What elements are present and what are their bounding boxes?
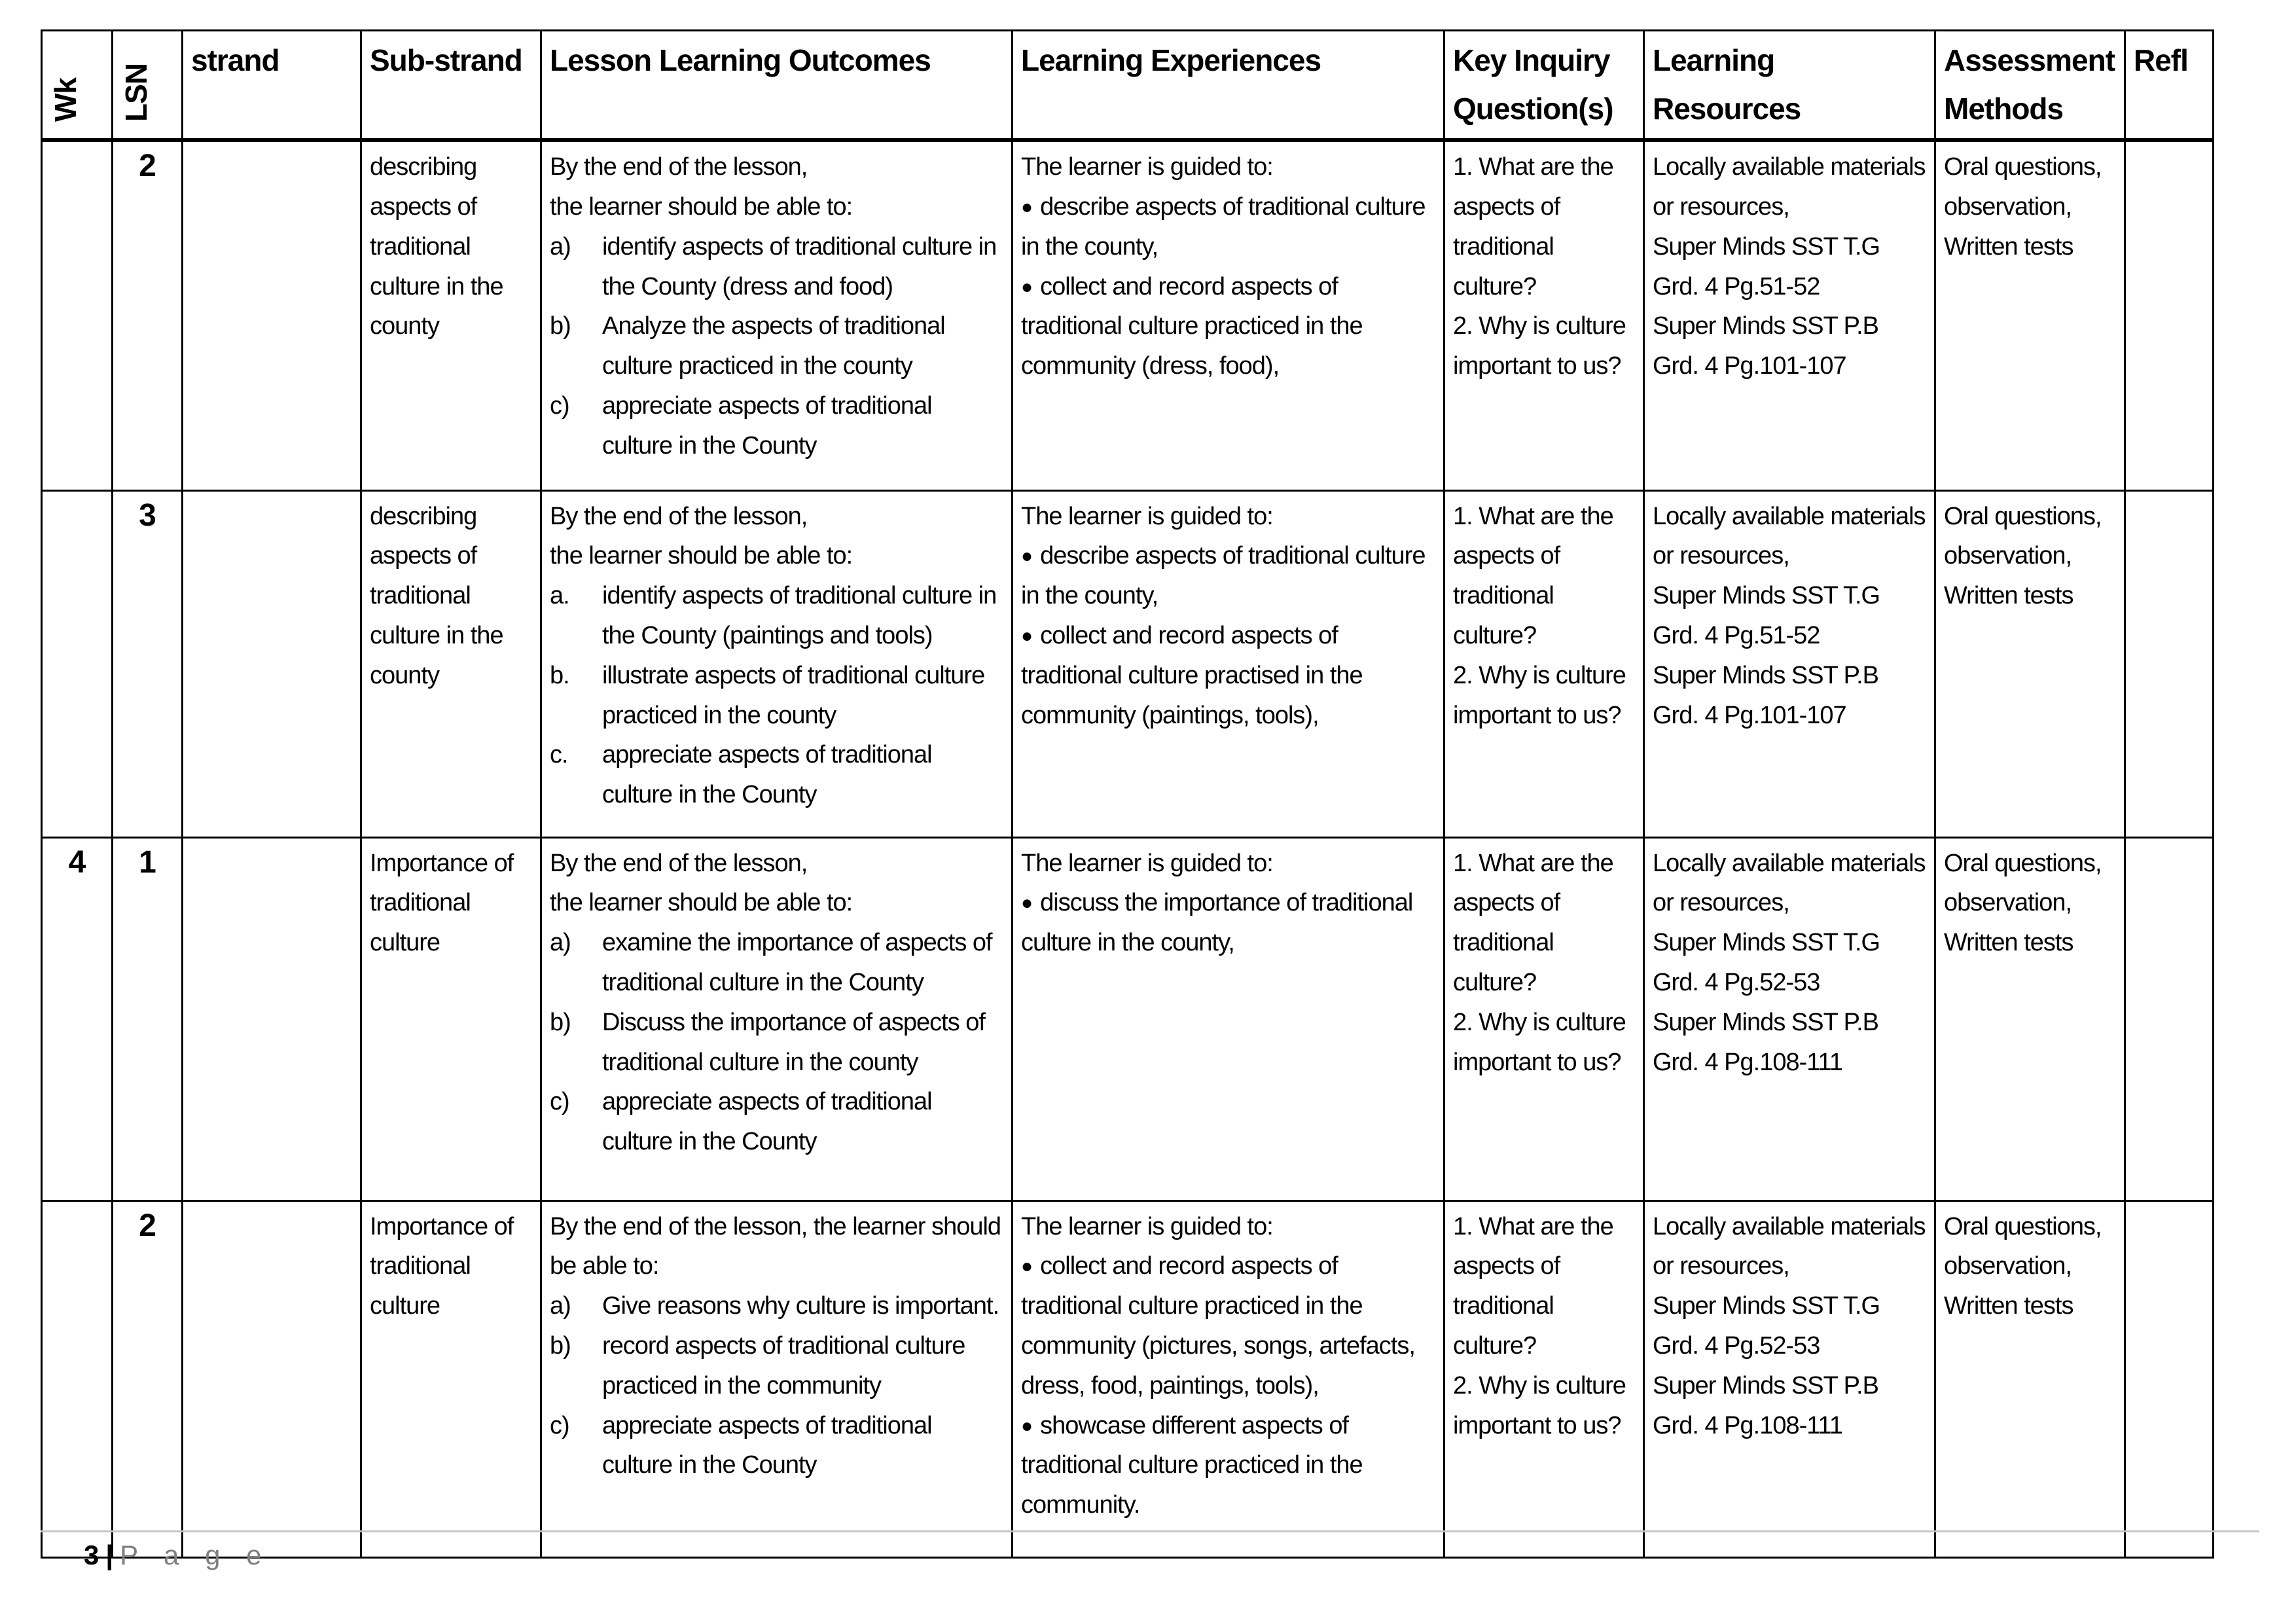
lsn-number: 1 (139, 844, 156, 880)
experiences-intro: The learner is guided to: (1021, 1212, 1273, 1240)
header-key-inquiry: Key Inquiry Question(s) (1444, 31, 1644, 141)
table-row (42, 837, 2214, 1200)
sub-strand-text: describing aspects of traditional culture in the county (370, 502, 503, 689)
cell-sub-strand (361, 490, 541, 837)
header-lsn (113, 31, 183, 141)
cell-wk (42, 140, 113, 490)
cell-resources (1644, 1200, 1935, 1557)
cell-lsn (113, 490, 183, 837)
cell-sub-strand (361, 140, 541, 490)
outcomes-intro: By the end of the lesson, the learner should be able to: (550, 849, 853, 917)
cell-experiences (1013, 140, 1444, 490)
cell-experiences (1013, 837, 1444, 1200)
resource-item: Super Minds SST T.G Grd. 4 Pg.51-52 (1653, 582, 1880, 650)
outcome-item: b) Discuss the importance of aspects of traditional culture in the county (550, 1008, 985, 1076)
resource-item: Super Minds SST T.G Grd. 4 Pg.52-53 (1653, 1292, 1880, 1360)
resource-item: Super Minds SST T.G Grd. 4 Pg.52-53 (1653, 929, 1880, 997)
page-number: 3 (84, 1540, 99, 1570)
footer-divider (41, 1530, 2259, 1532)
header-strand: strand (183, 31, 361, 141)
cell-outcomes (541, 490, 1013, 837)
cell-assessment (1935, 837, 2125, 1200)
inquiry-question: 2. Why is culture important to us? (1453, 661, 1626, 729)
experience-item: ● describe aspects of traditional culture in the county, (1021, 542, 1426, 610)
cell-key-inquiry (1444, 140, 1644, 490)
bullet-icon: ● (1021, 892, 1033, 914)
cell-key-inquiry (1444, 1200, 1644, 1557)
header-experiences: Learning Experiences (1013, 31, 1444, 141)
resource-item: Super Minds SST T.G Grd. 4 Pg.51-52 (1653, 232, 1880, 300)
outcomes-intro: By the end of the lesson, the learner should be able to: (550, 1212, 1001, 1280)
outcome-item: c) appreciate aspects of traditional culture in the County (550, 391, 932, 460)
cell-refl (2125, 490, 2214, 837)
inquiry-question: 1. What are the aspects of traditional culture? (1453, 849, 1613, 997)
outcome-item: a) Give reasons why culture is important. (550, 1292, 999, 1320)
outcome-item: b) record aspects of traditional culture practiced in the community (550, 1332, 965, 1399)
resource-item: Super Minds SST P.B Grd. 4 Pg.101-107 (1653, 661, 1879, 729)
outcome-item: c) appreciate aspects of traditional culture in the County (550, 1411, 932, 1479)
cell-resources (1644, 140, 1935, 490)
cell-assessment (1935, 490, 2125, 837)
cell-strand (183, 490, 361, 837)
experiences-intro: The learner is guided to: (1021, 502, 1273, 530)
header-assessment: Assessment Methods (1935, 31, 2125, 141)
cell-lsn (113, 140, 183, 490)
inquiry-question: 2. Why is culture important to us? (1453, 1371, 1626, 1439)
header-sub-strand: Sub-strand (361, 31, 541, 141)
footer-page-label: P a g e (120, 1540, 271, 1570)
experience-item: ● collect and record aspects of traditional culture practiced in the community (pictures, songs, artefacts, dress, food, paintings, tools), (1021, 1252, 1415, 1399)
cell-refl (2125, 837, 2214, 1200)
cell-lsn (113, 837, 183, 1200)
header-lsn-label: LSN (119, 63, 153, 122)
cell-assessment (1935, 140, 2125, 490)
resource-item: Super Minds SST P.B Grd. 4 Pg.101-107 (1653, 312, 1879, 380)
cell-key-inquiry (1444, 837, 1644, 1200)
lsn-number: 2 (139, 1208, 156, 1243)
header-row (42, 31, 2214, 141)
cell-wk (42, 1200, 113, 1557)
experiences-intro: The learner is guided to: (1021, 153, 1273, 181)
cell-sub-strand (361, 837, 541, 1200)
cell-outcomes (541, 1200, 1013, 1557)
experience-item: ● collect and record aspects of traditional culture practiced in the community (dress, food), (1021, 272, 1363, 380)
experience-item: ● collect and record aspects of traditional culture practised in the community (paintings, tools), (1021, 622, 1363, 729)
resource-item: Locally available materials or resources, (1653, 1212, 1926, 1280)
cell-wk (42, 837, 113, 1200)
cell-strand (183, 140, 361, 490)
sub-strand-text: Importance of traditional culture (370, 1212, 514, 1320)
outcome-item: c. appreciate aspects of traditional culture in the County (550, 741, 932, 809)
cell-refl (2125, 140, 2214, 490)
cell-sub-strand (361, 1200, 541, 1557)
resource-item: Locally available materials or resources, (1653, 153, 1926, 221)
sub-strand-text: describing aspects of traditional culture in the county (370, 153, 503, 340)
resource-item: Locally available materials or resources, (1653, 502, 1926, 570)
sub-strand-text: Importance of traditional culture (370, 849, 514, 957)
cell-outcomes (541, 837, 1013, 1200)
page-footer (84, 1540, 270, 1571)
outcome-item: a. identify aspects of traditional culture in the County (paintings and tools) (550, 582, 997, 650)
bullet-icon: ● (1021, 276, 1033, 298)
cell-resources (1644, 837, 1935, 1200)
outcome-item: a) identify aspects of traditional culture in the County (dress and food) (550, 232, 997, 300)
cell-refl (2125, 1200, 2214, 1557)
cell-experiences (1013, 490, 1444, 837)
experience-item: ● discuss the importance of traditional culture in the county, (1021, 889, 1413, 957)
bullet-icon: ● (1021, 625, 1033, 647)
lsn-number: 3 (139, 497, 156, 533)
assessment-text: Oral questions, observation, Written tests (1944, 502, 2102, 610)
experience-item: ● showcase different aspects of traditional culture practiced in the community. (1021, 1411, 1363, 1519)
inquiry-question: 1. What are the aspects of traditional culture? (1453, 502, 1613, 650)
assessment-text: Oral questions, observation, Written tests (1944, 1212, 2102, 1320)
resource-item: Locally available materials or resources, (1653, 849, 1926, 917)
cell-resources (1644, 490, 1935, 837)
experiences-intro: The learner is guided to: (1021, 849, 1273, 877)
table-row (42, 1200, 2214, 1557)
cell-wk (42, 490, 113, 837)
lsn-number: 2 (139, 149, 156, 184)
bullet-icon: ● (1021, 196, 1033, 218)
header-resources: Learning Resources (1644, 31, 1935, 141)
bullet-icon: ● (1021, 1415, 1033, 1437)
outcome-item: a) examine the importance of aspects of traditional culture in the County (550, 929, 992, 997)
inquiry-question: 2. Why is culture important to us? (1453, 1008, 1626, 1076)
outcomes-intro: By the end of the lesson, the learner should be able to: (550, 502, 853, 570)
assessment-text: Oral questions, observation, Written tests (1944, 153, 2102, 261)
footer-separator: | (105, 1540, 114, 1570)
bullet-icon: ● (1021, 545, 1033, 568)
header-wk (42, 31, 113, 141)
outcome-item: c) appreciate aspects of traditional culture in the County (550, 1088, 932, 1156)
cell-outcomes (541, 140, 1013, 490)
resource-item: Super Minds SST P.B Grd. 4 Pg.108-111 (1653, 1371, 1879, 1439)
inquiry-question: 1. What are the aspects of traditional culture? (1453, 1212, 1613, 1360)
bullet-icon: ● (1021, 1255, 1033, 1278)
outcomes-intro: By the end of the lesson, the learner should be able to: (550, 153, 853, 221)
outcome-item: b) Analyze the aspects of traditional culture practiced in the county (550, 312, 945, 380)
header-refl: Refl (2125, 31, 2214, 141)
table-row (42, 490, 2214, 837)
header-outcomes: Lesson Learning Outcomes (541, 31, 1013, 141)
inquiry-question: 2. Why is culture important to us? (1453, 312, 1626, 380)
table-row (42, 140, 2214, 490)
header-wk-label: Wk (48, 77, 82, 122)
assessment-text: Oral questions, observation, Written tests (1944, 849, 2102, 957)
cell-experiences (1013, 1200, 1444, 1557)
cell-strand (183, 837, 361, 1200)
scheme-of-work-table (41, 29, 2214, 1559)
cell-lsn (113, 1200, 183, 1557)
experience-item: ● describe aspects of traditional culture in the county, (1021, 192, 1426, 261)
cell-strand (183, 1200, 361, 1557)
cell-assessment (1935, 1200, 2125, 1557)
wk-number: 4 (68, 844, 86, 880)
outcome-item: b. illustrate aspects of traditional culture practiced in the county (550, 661, 985, 729)
resource-item: Super Minds SST P.B Grd. 4 Pg.108-111 (1653, 1008, 1879, 1076)
cell-key-inquiry (1444, 490, 1644, 837)
inquiry-question: 1. What are the aspects of traditional culture? (1453, 153, 1613, 300)
